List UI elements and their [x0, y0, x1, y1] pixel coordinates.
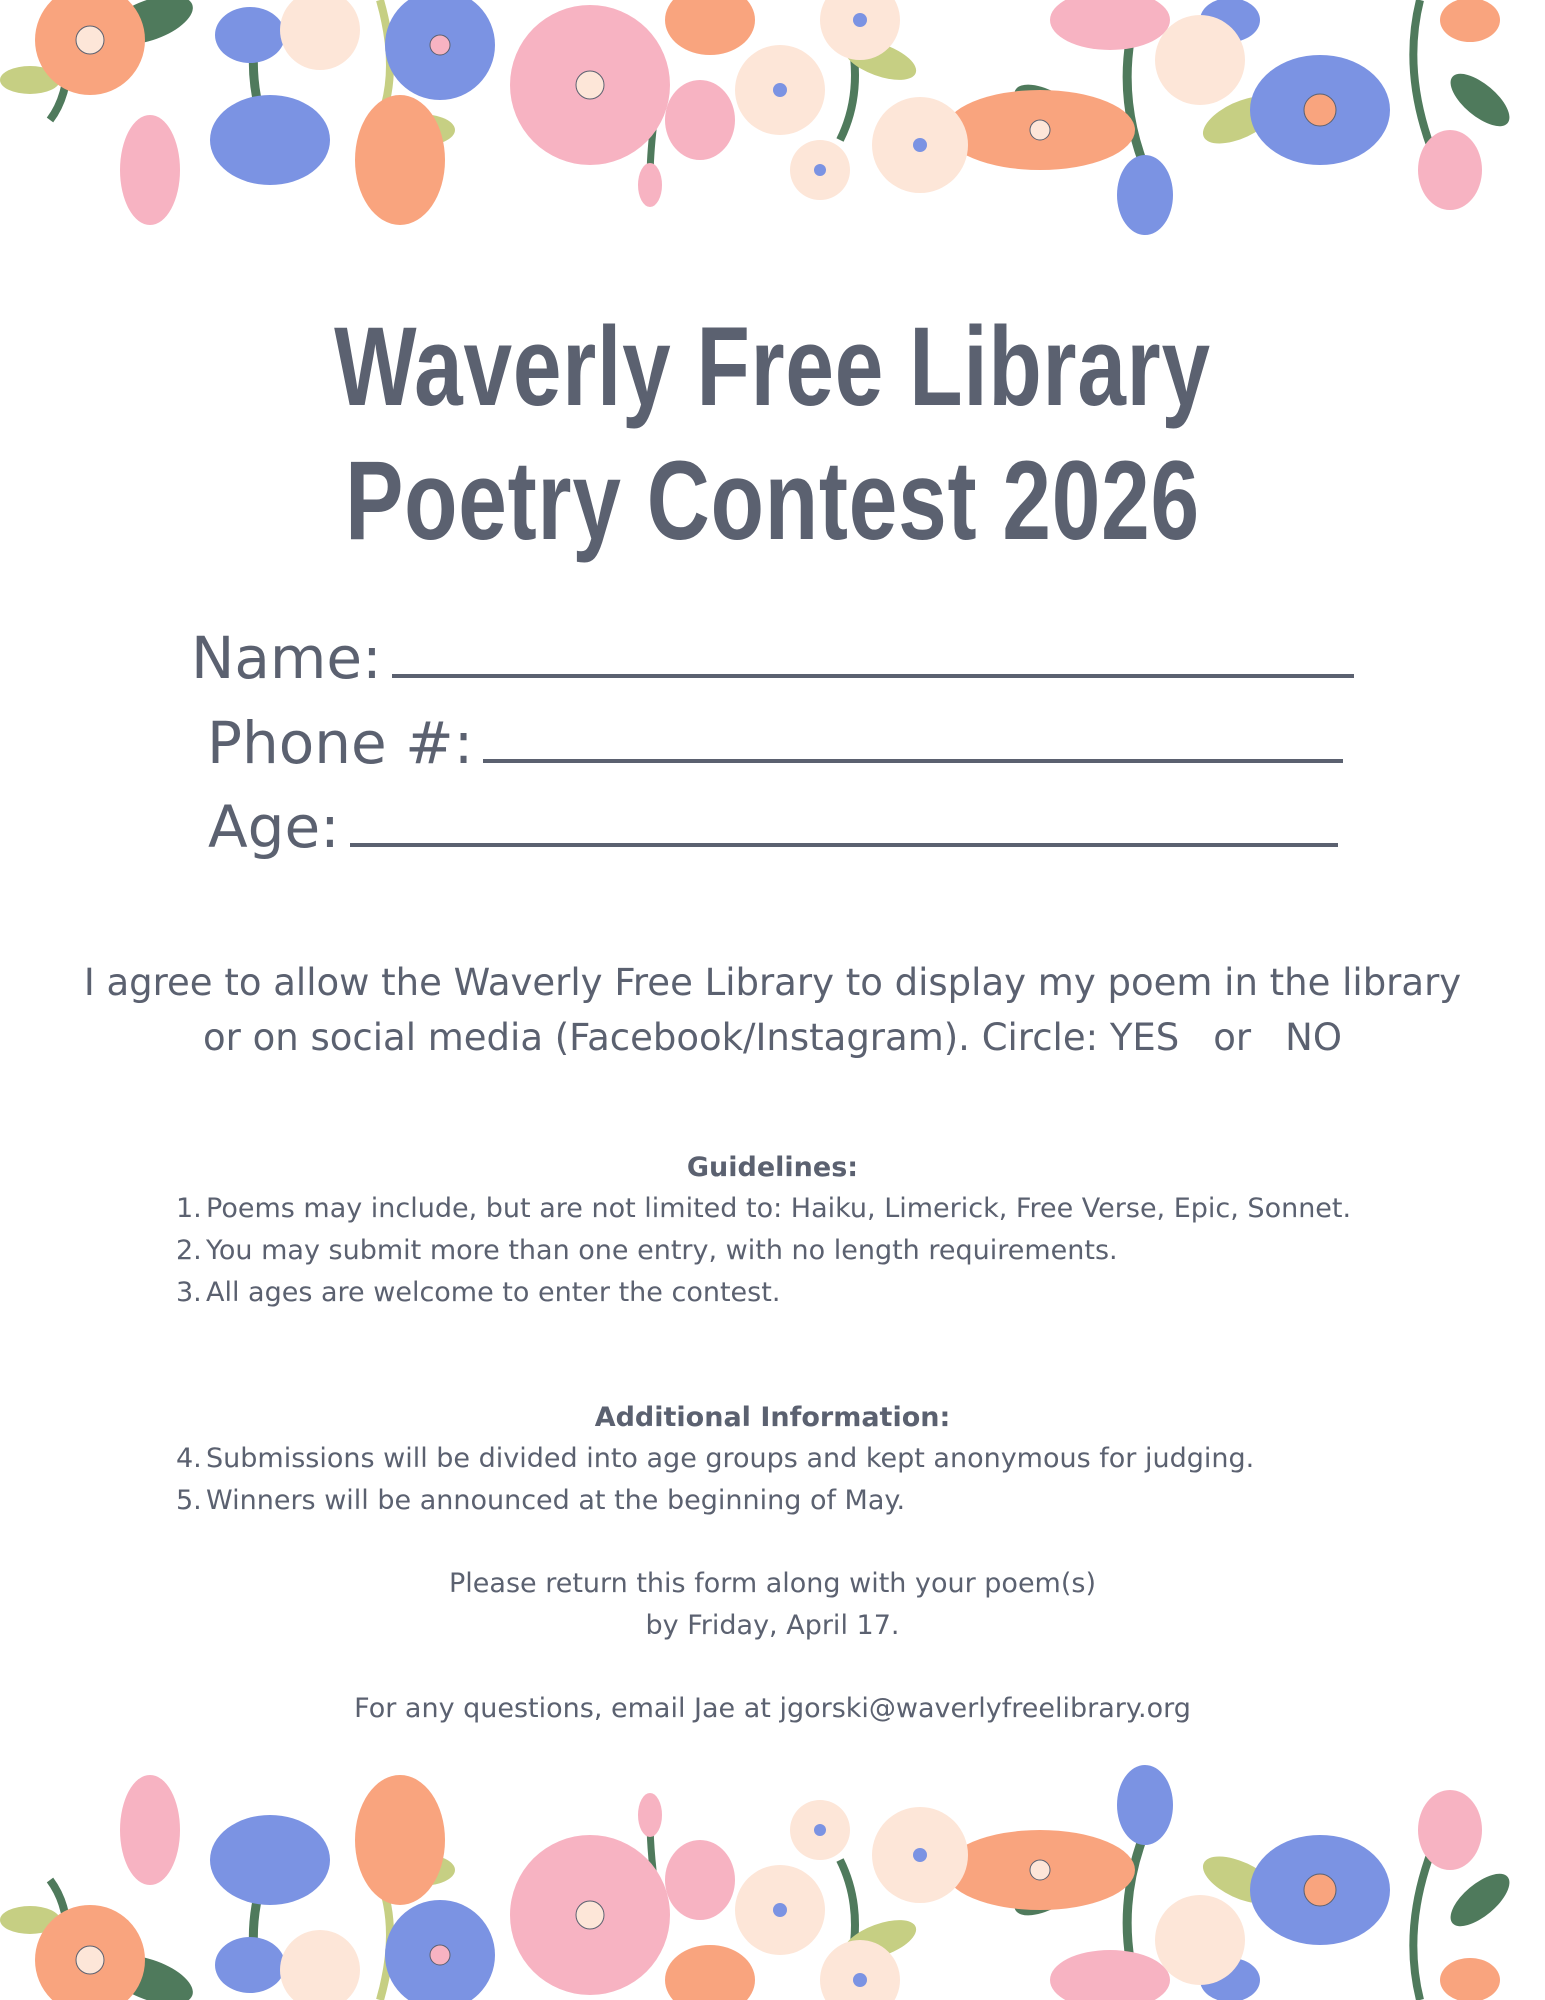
age-blank-line[interactable]: [350, 791, 1338, 847]
list-item: 2. You may submit more than one entry, with no length requirements.: [176, 1235, 1118, 1266]
contact-note: For any questions, email Jae at jgorski@waverlyfreelibrary.org: [354, 1693, 1191, 1724]
consent-text: or on social media (Facebook/Instagram). Circle: YES: [203, 1016, 1180, 1059]
floral-border-bottom: [0, 1750, 1545, 2000]
return-note: Please return this form along with your poem(s) by Friday, April 17.: [449, 1568, 1096, 1641]
list-item: 4. Submissions will be divided into age groups and kept anonymous for judging.: [176, 1443, 1255, 1474]
consent-line-2: [40, 1010, 1505, 1065]
age-field[interactable]: [208, 791, 1338, 861]
name-label: Name:: [191, 624, 382, 692]
title-line-2: Poetry Contest 2026: [345, 438, 1200, 563]
consent-line-1: I agree to allow the Waverly Free Library to display my poem in the library: [83, 961, 1462, 1004]
floral-border-top: [0, 0, 1545, 250]
name-blank-line[interactable]: [392, 622, 1354, 678]
additional-info-heading: Additional Information:: [594, 1402, 951, 1433]
guidelines-heading: Guidelines:: [686, 1152, 859, 1183]
list-item: 5. Winners will be announced at the beginning of May.: [176, 1485, 906, 1516]
phone-blank-line[interactable]: [483, 707, 1343, 763]
phone-label: Phone #:: [207, 709, 474, 777]
list-item: 1. Poems may include, but are not limited to: Haiku, Limerick, Free Verse, Epic, Sonnet.: [176, 1193, 1352, 1224]
consent-or: or: [1213, 1016, 1252, 1059]
age-label: Age:: [208, 793, 340, 861]
name-field[interactable]: [191, 622, 1354, 692]
page-title: [0, 300, 1545, 568]
title-line-1: Waverly Free Library: [334, 304, 1211, 429]
additional-info-list: [176, 1438, 1356, 1522]
consent-no-option[interactable]: NO: [1285, 1016, 1342, 1059]
consent-statement: [40, 955, 1505, 1065]
list-item: 3. All ages are welcome to enter the contest.: [176, 1277, 781, 1308]
phone-field[interactable]: [207, 707, 1343, 777]
guidelines-list: [176, 1188, 1356, 1314]
